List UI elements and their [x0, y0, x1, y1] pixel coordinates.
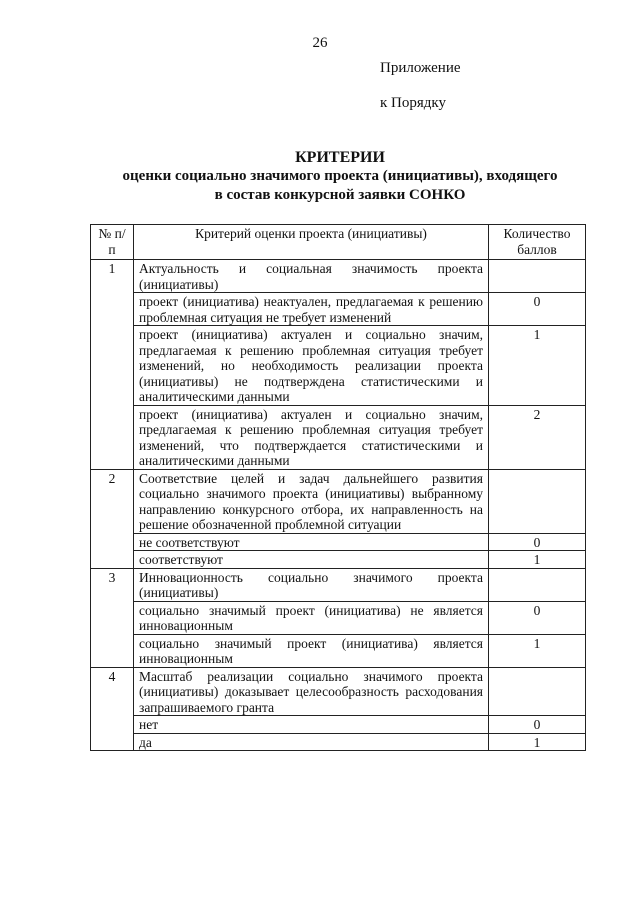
criteria-table	[90, 224, 586, 751]
header-score: Количество баллов	[489, 225, 586, 260]
page-number: 26	[312, 35, 328, 51]
option-text: нет	[134, 716, 489, 734]
criterion-number: 3	[91, 568, 134, 667]
option-score: 0	[489, 601, 586, 634]
table-row	[91, 733, 586, 751]
table-row	[91, 260, 586, 293]
table-row	[91, 293, 586, 326]
table-row	[91, 405, 586, 469]
appendix-label: Приложение	[380, 60, 461, 76]
option-score: 1	[489, 326, 586, 406]
table-row	[91, 326, 586, 406]
appendix-reference: к Порядку	[380, 95, 446, 111]
option-text: социально значимый проект (инициатива) не является инновационным	[134, 601, 489, 634]
option-score: 1	[489, 733, 586, 751]
criterion-number: 4	[91, 667, 134, 751]
title-line-2: оценки социально значимого проекта (инициативы), входящего	[122, 168, 558, 184]
option-score: 1	[489, 551, 586, 569]
table-row	[91, 551, 586, 569]
option-score: 0	[489, 533, 586, 551]
option-text: соответствуют	[134, 551, 489, 569]
option-score: 1	[489, 634, 586, 667]
criterion-number: 1	[91, 260, 134, 470]
title-line-3: в состав конкурсной заявки СОНКО	[214, 187, 466, 203]
option-score: 0	[489, 293, 586, 326]
score-cell-empty	[489, 667, 586, 716]
option-text: социально значимый проект (инициатива) является инновационным	[134, 634, 489, 667]
table-row	[91, 568, 586, 601]
criterion-title: Инновационность социально значимого проекта (инициативы)	[134, 568, 489, 601]
score-cell-empty	[489, 469, 586, 533]
table-row	[91, 533, 586, 551]
table-row	[91, 667, 586, 716]
option-text: не соответствуют	[134, 533, 489, 551]
score-cell-empty	[489, 568, 586, 601]
table-row	[91, 469, 586, 533]
option-text: проект (инициатива) неактуален, предлагаемая к решению проблемная ситуация не требует изменений	[134, 293, 489, 326]
option-text: проект (инициатива) актуален и социально значим, предлагаемая к решению проблемная ситуация требует изменений, что подтверждается статистическими и аналитическими данными	[134, 405, 489, 469]
criterion-title: Актуальность и социальная значимость проекта (инициативы)	[134, 260, 489, 293]
table-row	[91, 634, 586, 667]
header-number: № п/п	[91, 225, 134, 260]
option-text: да	[134, 733, 489, 751]
table-row	[91, 716, 586, 734]
score-cell-empty	[489, 260, 586, 293]
criterion-title: Соответствие целей и задач дальнейшего развития социально значимого проекта (инициативы) выбранному направлению конкурсного отбора, их направленность на решение обозначенной проблемной ситуации	[134, 469, 489, 533]
header-criterion: Критерий оценки проекта (инициативы)	[134, 225, 489, 260]
document-title	[120, 148, 560, 205]
option-score: 2	[489, 405, 586, 469]
option-score: 0	[489, 716, 586, 734]
criterion-number: 2	[91, 469, 134, 568]
criterion-title: Масштаб реализации социально значимого проекта (инициативы) доказывает целесообразность расходования запрашиваемого гранта	[134, 667, 489, 716]
option-text: проект (инициатива) актуален и социально значим, предлагаемая к решению проблемная ситуация требует изменений, но необходимость реализации проекта (инициативы) не подтверждена статистическими и аналитическими данными	[134, 326, 489, 406]
title-main: КРИТЕРИИ	[295, 149, 385, 166]
table-row	[91, 601, 586, 634]
table-header-row	[91, 225, 586, 260]
